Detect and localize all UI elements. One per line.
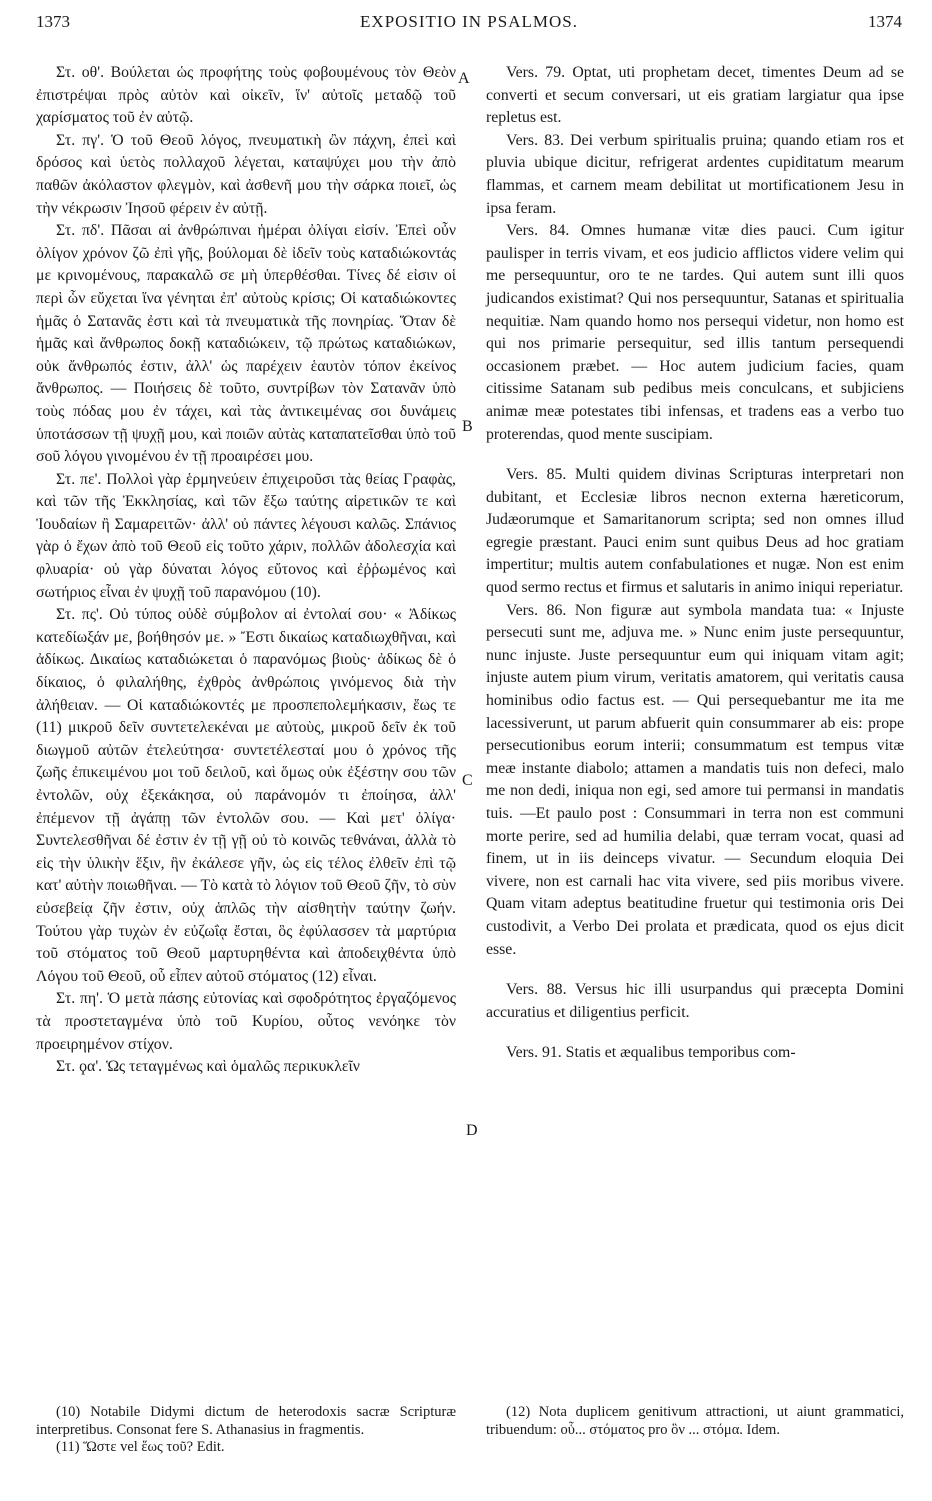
page-number-left: 1373 [36, 12, 70, 31]
latin-verse-85: Vers. 85. Multi quidem divinas Scripturas interpretari non dubitant, et Ecclesiæ libros necnon externa hæreticorum, Judæorumque et Samaritanorum scripta; sed non omnes illud egregie præstant. Pauci enim sunt quibus Deus ad hoc gratiam impertitur; multis autem confabulationes et nugæ. Non est enim quod sermo rectus et firmus et salutaris in animo iniqui reperiatur. [486, 466, 904, 597]
running-title: EXPOSITIO IN PSALMOS. [360, 12, 578, 31]
footnote-11: (11) Ὥστε vel ἕως τοῦ? Edit. [56, 1439, 225, 1455]
latin-verse-79: Vers. 79. Optat, uti prophetam decet, timentes Deum ad se converti et secum conversari, ut eis gratiam largiatur qua ipse repletus est. [486, 64, 904, 127]
margin-marker-d: D [466, 1122, 478, 1139]
footnotes-right [486, 1404, 904, 1439]
latin-verse-84: Vers. 84. Omnes humanæ vitæ dies pauci. Cum igitur paulisper in terris vivam, et eos judicio afflictos videre velim qui me persequuntur, oro te ne tardes. Qui autem sunt illi quos judicandos existimat? Qui nos persequuntur, Satanas et spiritualia nequitiæ. Nam quando homo nos persequi videtur, non homo est qui nos primarie persequitur, sed illis tantum persequendi occasionem præbet. — Hoc autem judicium facies, quam citissime Satanam sub pedibus meis conculcans, et subjiciens animæ meæ potestates tibi infensas, et tradens eas a verbo tuo proterendas, quod mente suscipiam. [486, 222, 904, 443]
page-number-right: 1374 [868, 12, 902, 31]
greek-verse-84: Στ. πδ'. Πᾶσαι αἱ ἀνθρώπιναι ἡμέραι ὀλίγαι εἰσίν. Ἐπεὶ οὖν ὀλίγον χρόνον ζῶ ἐπὶ γῆς, βούλομαι δὲ ἰδεῖν τοὺς καταδιώκοντάς με κρινομένους, παρακαλῶ σε μὴ ὑπερθέσθαι. Τίνες δέ εἰσιν οἱ περὶ ὧν εὔχεται ἵνα γένηται ἐπ' αὐτοὺς κρίσις; Οἱ καταδιώκοντες ἡμᾶς ὁ Σατανᾶς ἐστι καὶ τὰ πνευματικὰ τῆς πονηρίας. Ὅταν δὲ ἡμᾶς καὶ ἄνθρωπος δοκῇ καταδιώκειν, τῷ πρώτως καταδιώκων, οὐκ ἄνθρωπός ἐστιν, ἀλλ' ὡς παρέχειν ἑαυτὸν τόπον ἐκείνος ἄνθρωπος. — Ποιήσεις δὲ τοῦτο, συντρίβων τὸν Σατανᾶν ὑπὸ τοὺς πόδας μου ἐν τάχει, καὶ τὰς ἀντικειμένας σοι δυνάμεις ὑποτάσσων τῇ ψυχῇ μου, καὶ ποιῶν αὐτὰς καταπατεῖσθαι ὑπὸ τοῦ σοῦ λόγου γινομένου ἐν τῇ προαιρέσει μου. [36, 222, 456, 466]
margin-marker-a: A [458, 70, 470, 87]
latin-verse-83: Vers. 83. Dei verbum spiritualis pruina; quando etiam ros et pluvia ubique dicitur, refrigerat ardentes cupiditatum mearum flammas, et carnem meam debilitat ut mortificationem Jesu in ipsa feram. [486, 131, 904, 217]
greek-column [36, 62, 456, 1079]
latin-column [486, 62, 904, 1065]
latin-verse-86: Vers. 86. Non figuræ aut symbola mandata tua: « Injuste persecuti sunt me, adjuva me. » Nunc enim juste persequuntur, nunc injuste. Juste persequuntur eum qui iniquam vitam agit; injuste autem pium virum, veritatis amatorem, qui veritatis causa hominibus odio factus est. — Qui persequebantur me ita me lacessiverunt, ut parum abfuerit quin consummarer ab eis: prope persecutionibus eorum interii; consummatum est tempus vitæ meæ instante diabolo; attamen a mandatis tuis non defeci, malo me non dedi, iniqua non egi, sed amore tui permansi in mandatis tuis. —Et paulo post : Consummari in terra non est communi morte perire, sed ad humilia delabi, quæ terram vocat, quasi ad finem, ut in iis deinceps vivatur. — Secundum eloquia Dei vivere, non est carnali hac vita vivere, sed piis moribus vivere. Quam vitam adeptus beatitudine fruetur qui testimonia oris Dei custodivit, a Verbo Dei prolata et prædicata, quod os ejus dicit esse. [486, 601, 904, 958]
footnote-10: (10) Notabile Didymi dictum de heterodoxis sacræ Scripturæ interpretibus. Consonat fere S. Athanasius in fragmentis. [36, 1404, 456, 1438]
greek-verse-85: Στ. πε'. Πολλοὶ γὰρ ἑρμηνεύειν ἐπιχειροῦσι τὰς θείας Γραφὰς, καὶ τῶν τῆς Ἐκκλησίας, καὶ τῶν ἔξω ταύτης αἱρετικῶν τε καὶ Ἰουδαίων ἢ Σαμαρειτῶν· ἀλλ' οὐ πάντες λέγουσι καλῶς. Σπάνιος γὰρ ὁ ἔχων ἀπὸ τοῦ Θεοῦ εἰς τοῦτο χάριν, πολλῶν ἀδολεσχία καὶ φλυαρία· οὐ γὰρ δύναται λόγος εὔτονος καὶ ἐῤῥωμένος καὶ σωτήριος εἶναι ἐν ψυχῇ τοῦ παρανόμου (10). [36, 470, 456, 601]
greek-verse-88: Στ. πη'. Ὁ μετὰ πάσης εὐτονίας καὶ σφοδρότητος ἐργαζόμενος τὰ προστεταγμένα ὑπὸ τοῦ Κυρίου, οὗτος νενόηκε τὸν προειρημένον στίχον. [36, 990, 456, 1053]
greek-verse-83: Στ. πγ'. Ὁ τοῦ Θεοῦ λόγος, πνευματικὴ ὢν πάχνη, ἐπεὶ καὶ δρόσος καὶ ὑετὸς πολλαχοῦ λέγεται, καταψύχει μου τὴν ἀπὸ παθῶν ἀκόλαστον φλεγμὸν, καὶ ἀσθενῆ μου τὴν σάρκα ποιεῖ, ὡς τὴν νέκρωσιν Ἰησοῦ φέρειν ἐν αὐτῇ. [36, 131, 456, 217]
footnote-12: (12) Nota duplicem genitivum attractioni, ut aiunt grammatici, tribuendum: οὗ... στόματος pro ὃν ... στόμα. Idem. [486, 1404, 904, 1438]
footnotes-left [36, 1404, 456, 1457]
latin-verse-88: Vers. 88. Versus hic illi usurpandus qui præcepta Domini accuratius et diligentius perficit. [486, 981, 904, 1021]
greek-verse-79: Στ. οθ'. Βούλεται ὡς προφήτης τοὺς φοβουμένους τὸν Θεὸν ἐπιστρέψαι πρὸς αὐτὸν καὶ οἰκεῖν, ἵν' αὐτοῖς μεταδῷ τοῦ χαρίσματος τοῦ ἐν αὐτῷ. [36, 64, 456, 127]
greek-verse-86: Στ. πς'. Οὐ τύπος οὐδὲ σύμβολον αἱ ἐντολαί σου· « Ἀδίκως κατεδίωξάν με, βοήθησόν με. » Ἔστι δικαίως καταδιωχθῆναι, καὶ ἀδίκως. Δικαίως καταδιώκεται ὁ παρανόμως βιοὺς· ἀδίκως δὲ ὁ δίκαιος, ὁ φιλαλήθης, ἐχθρὸς ἀνθρώποις γινόμενος διὰ τὴν ἀλήθειαν. — Οἱ καταδιώκοντές με προσπεπολεμήκασιν, ἕως τε (11) μικροῦ δεῖν συντετελεκέναι με αὐτοὺς, μικροῦ δεῖν ἐκ τοῦ διωγμοῦ αὐτῶν ἐτελεύτησα· συντετέλεσταί μου ὁ χρόνος τῆς ζωῆς ἐπικειμένου μοι τοῦ δειλοῦ, καὶ ὅμως οὐκ ἐξέστην σου τῶν ἐντολῶν, οὐχ ἐξεκάκησα, οὐ παράνομόν τι ἐποίησα, ἀλλ' ἐπέμενον τῇ ἀγάπῃ τῶν ἐντολῶν σου. — Καὶ μετ' ὀλίγα· Συντελεσθῆναι δέ ἐστιν ἐν τῇ γῇ οὐ τὸ κοινῶς τεθνάναι, ἀλλὰ τὸ εἰς τὴν ὑλικὴν ἕξιν, ἣν ἐκάλεσε γῆν, ὡς εἰς τέλος ἐλθεῖν ἐπὶ τῷ κατ' αὐτὴν ποιωθῆναι. — Τὸ κατὰ τὸ λόγιον τοῦ Θεοῦ ζῆν, τὸ σὺν εὐσεβείᾳ ζῆν ἐστιν, οὐχ ἁπλῶς τὴν αἰσθητὴν ταύτην ζωήν. Τούτου γὰρ τυχὼν ἐν εὐζωΐᾳ ἔσται, ὃς ἐφύλασσεν τὰ μαρτύρια τοῦ στόματος τοῦ Θεοῦ μαρτυρηθέντα καὶ ἀποδειχθέντα ὑπὸ Λόγου τοῦ Θεοῦ, οὗ εἶπεν αὐτοῦ στόματος (12) εἶναι. [36, 606, 456, 985]
greek-verse-91: Στ. ϙα'. Ὡς τεταγμένως καὶ ὁμαλῶς περικυκλεῖν [56, 1058, 360, 1076]
running-header [36, 12, 902, 38]
latin-verse-91: Vers. 91. Statis et æqualibus temporibus com- [506, 1044, 796, 1062]
margin-marker-c: C [462, 772, 473, 789]
margin-marker-b: B [462, 418, 473, 435]
